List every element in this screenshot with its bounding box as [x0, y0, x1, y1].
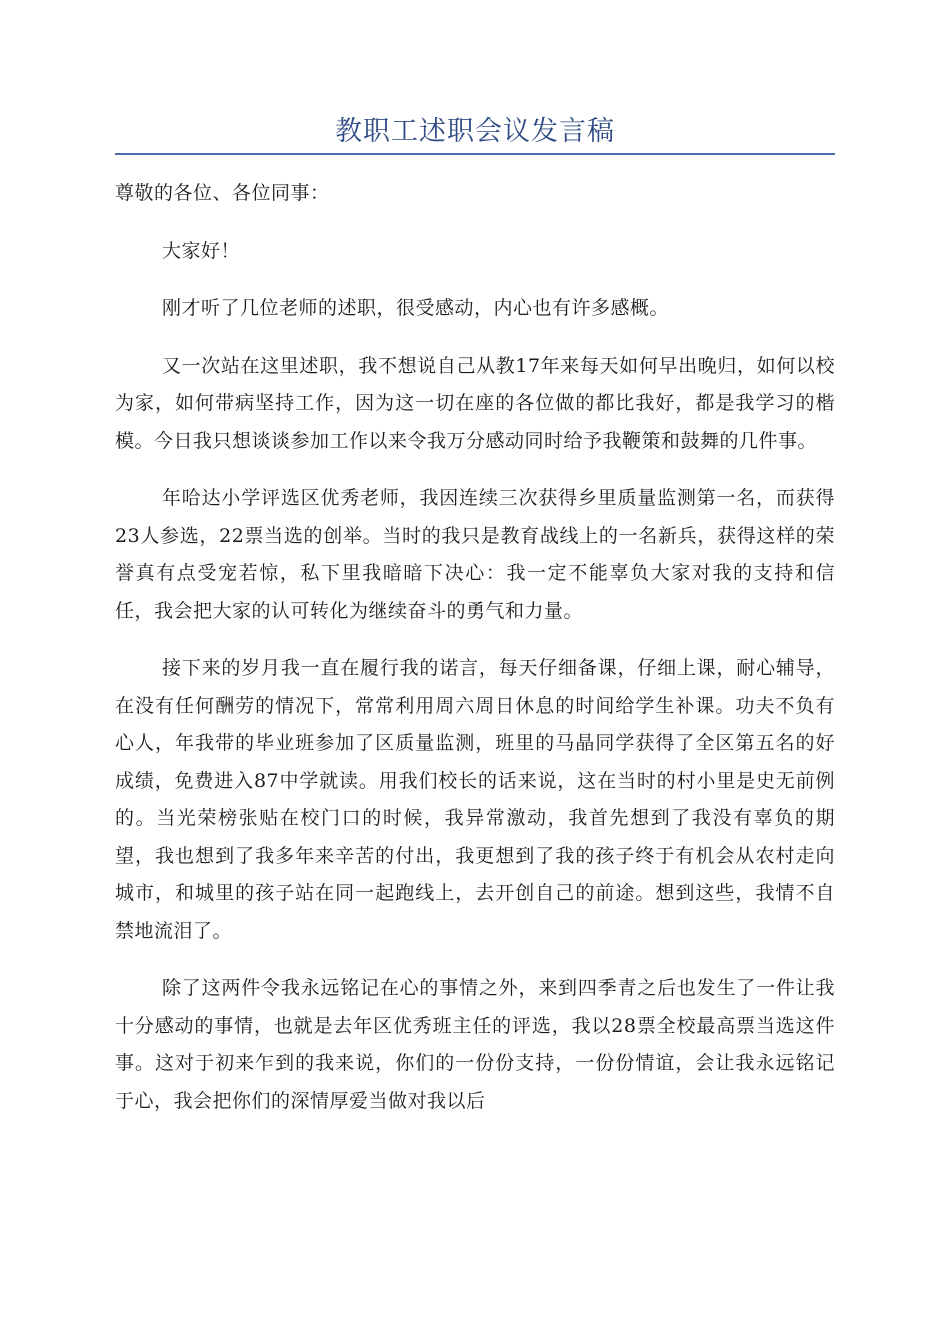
paragraph-award-teacher: 年哈达小学评选区优秀老师，我因连续三次获得乡里质量监测第一名，而获得23人参选，22票当选的创举。当时的我只是教育战线上的一名新兵，获得这样的荣誉真有点受宠若惊，私下里我暗暗下决心：我一定不能辜负大家对我的支持和信任，我会把大家的认可转化为继续奋斗的勇气和力量。	[115, 487, 835, 622]
paragraph-intro: 刚才听了几位老师的述职，很受感动，内心也有许多感概。	[162, 297, 670, 319]
paragraph-award-class-teacher: 除了这两件令我永远铭记在心的事情之外，来到四季青之后也发生了一件让我十分感动的事情，也就是去年区优秀班主任的评选，我以28票全校最高票当选这件事。这对于初来乍到的我来说，你们的一份份支持，一份份情谊，会让我永远铭记于心，我会把你们的深情厚爱当做对我以后	[115, 977, 835, 1112]
salutation: 尊敬的各位、各位同事：	[115, 182, 330, 204]
paragraph-promise: 接下来的岁月我一直在履行我的诺言，每天仔细备课，仔细上课，耐心辅导，在没有任何酬劳的情况下，常常利用周六周日休息的时间给学生补课。功夫不负有心人，年我带的毕业班参加了区质量监测，班里的马晶同学获得了全区第五名的好成绩，免费进入87中学就读。用我们校长的话来说，这在当时的村小里是史无前例的。当光荣榜张贴在校门口的时候，我异常激动，我首先想到了我没有辜负的期望，我也想到了我多年来辛苦的付出，我更想到了我的孩子终于有机会从农村走向城市，和城里的孩子站在同一起跑线上，去开创自己的前途。想到这些，我情不自禁地流泪了。	[115, 657, 835, 942]
page-title: 教职工述职会议发言稿	[335, 116, 615, 147]
title-underline	[115, 153, 835, 155]
document-body	[115, 175, 835, 1140]
paragraph-reflection: 又一次站在这里述职，我不想说自己从教17年来每天如何早出晚归，如何以校为家，如何带病坚持工作，因为这一切在座的各位做的都比我好，都是我学习的楷模。今日我只想谈谈参加工作以来令我万分感动同时给予我鞭策和鼓舞的几件事。	[115, 354, 835, 452]
paragraph-greeting: 大家好！	[162, 239, 241, 262]
